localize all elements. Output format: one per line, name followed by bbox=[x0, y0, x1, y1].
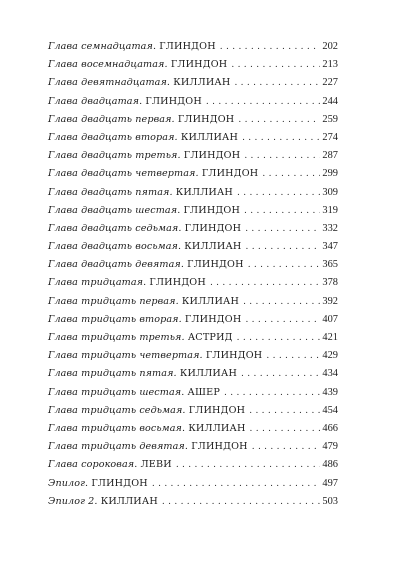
dot-leader bbox=[176, 456, 321, 474]
toc-entry bbox=[48, 347, 338, 365]
chapter-label: Глава тридцать четвертая. bbox=[48, 350, 203, 362]
chapter-label: Глава тридцатая. bbox=[48, 277, 147, 289]
toc-entry bbox=[48, 111, 338, 129]
chapter-label: Глава двадцать девятая. bbox=[48, 259, 184, 271]
page-number: 466 bbox=[322, 422, 338, 434]
dot-leader bbox=[249, 402, 320, 420]
page-number: 421 bbox=[322, 332, 338, 343]
dot-leader bbox=[243, 293, 320, 311]
dot-leader bbox=[242, 129, 320, 147]
pov-name: АСТРИД bbox=[187, 332, 233, 343]
toc-entry bbox=[48, 38, 338, 56]
page-number: 259 bbox=[322, 113, 338, 125]
pov-name: КИЛЛИАН bbox=[188, 422, 246, 434]
toc-entry-title bbox=[48, 438, 248, 456]
toc-entry bbox=[48, 293, 338, 311]
toc-entry-title bbox=[48, 238, 241, 256]
toc-entry bbox=[48, 165, 338, 183]
toc-entry-title bbox=[48, 256, 244, 274]
toc-entry bbox=[48, 74, 338, 92]
toc-entry-title bbox=[48, 147, 240, 165]
toc-entry bbox=[48, 438, 338, 456]
page-number: 407 bbox=[322, 313, 338, 325]
pov-name: КИЛЛИАН bbox=[175, 186, 233, 198]
pov-name: ЛЕВИ bbox=[140, 459, 172, 471]
page-number: 429 bbox=[322, 350, 338, 362]
toc-entry bbox=[48, 220, 338, 238]
pov-name: ГЛИНДОН bbox=[91, 477, 148, 489]
dot-leader bbox=[248, 256, 321, 274]
toc-entry bbox=[48, 56, 338, 74]
toc-entry-title bbox=[48, 402, 245, 420]
chapter-label: Глава тридцать третья. bbox=[48, 332, 185, 343]
toc-entry bbox=[48, 493, 338, 511]
pov-name: ГЛИНДОН bbox=[191, 441, 248, 453]
pov-name: ГЛИНДОН bbox=[201, 168, 259, 180]
pov-name: ГЛИНДОН bbox=[184, 313, 242, 325]
page-number: 287 bbox=[322, 150, 338, 162]
chapter-label: Глава двадцать восьмая. bbox=[48, 241, 182, 253]
dot-leader bbox=[224, 384, 320, 402]
toc-entry-title bbox=[48, 165, 258, 183]
toc-entry bbox=[48, 384, 338, 402]
pov-name: КИЛЛИАН bbox=[179, 368, 238, 380]
toc-entry-title bbox=[48, 56, 227, 74]
dot-leader bbox=[245, 220, 320, 238]
toc-entry-title bbox=[48, 111, 234, 129]
dot-leader bbox=[234, 74, 320, 92]
chapter-label: Глава семнадцатая. bbox=[48, 41, 157, 52]
toc-entry-title bbox=[48, 347, 262, 365]
toc-entry bbox=[48, 238, 338, 256]
dot-leader bbox=[152, 475, 321, 493]
toc-entry-title bbox=[48, 420, 246, 438]
chapter-label: Эпилог 2. bbox=[48, 495, 98, 507]
dot-leader bbox=[244, 147, 320, 165]
toc-entry bbox=[48, 475, 338, 493]
chapter-label: Глава двадцать вторая. bbox=[48, 131, 178, 143]
chapter-label: Эпилог. bbox=[48, 477, 89, 489]
toc-entry-title bbox=[48, 38, 216, 56]
pov-name: ГЛИНДОН bbox=[149, 277, 206, 289]
pov-name: ГЛИНДОН bbox=[183, 204, 241, 216]
chapter-label: Глава двадцать шестая. bbox=[48, 204, 181, 216]
toc-entry-title bbox=[48, 293, 239, 311]
toc-entry-title bbox=[48, 74, 230, 92]
pov-name: КИЛЛИАН bbox=[180, 131, 239, 143]
chapter-label: Глава двадцатая. bbox=[48, 95, 143, 107]
page-number: 486 bbox=[322, 459, 338, 471]
chapter-label: Глава двадцать третья. bbox=[48, 150, 181, 162]
page-number: 378 bbox=[322, 277, 338, 289]
page-number: 365 bbox=[322, 259, 338, 271]
chapter-label: Глава девятнадцатая. bbox=[48, 77, 171, 89]
toc-entry-title bbox=[48, 311, 241, 329]
chapter-label: Глава тридцать пятая. bbox=[48, 368, 177, 380]
page-number: 347 bbox=[322, 241, 338, 253]
toc-entry-title bbox=[48, 202, 240, 220]
page-number: 439 bbox=[322, 386, 338, 398]
dot-leader bbox=[252, 438, 321, 456]
toc-entry bbox=[48, 365, 338, 383]
page-number: 319 bbox=[322, 204, 338, 216]
page-number: 213 bbox=[322, 59, 338, 71]
toc-entry-title bbox=[48, 93, 202, 111]
pov-name: КИЛЛИАН bbox=[173, 77, 231, 89]
pov-name: АШЕР bbox=[187, 386, 221, 398]
pov-name: ГЛИНДОН bbox=[187, 259, 244, 271]
chapter-label: Глава тридцать вторая. bbox=[48, 313, 182, 325]
toc-entry-title bbox=[48, 475, 148, 493]
page-number: 392 bbox=[322, 295, 338, 307]
toc-entry bbox=[48, 93, 338, 111]
dot-leader bbox=[237, 184, 320, 202]
dot-leader bbox=[162, 493, 321, 511]
page-number: 227 bbox=[322, 77, 338, 89]
chapter-label: Глава восемнадцатая. bbox=[48, 59, 168, 71]
pov-name: КИЛЛИАН bbox=[181, 295, 240, 307]
toc-entry bbox=[48, 402, 338, 420]
chapter-label: Глава тридцать шестая. bbox=[48, 386, 185, 398]
dot-leader bbox=[250, 420, 321, 438]
pov-name: ГЛИНДОН bbox=[183, 150, 241, 162]
toc-entry-title bbox=[48, 365, 237, 383]
pov-name: ГЛИНДОН bbox=[170, 59, 228, 71]
dot-leader bbox=[262, 165, 320, 183]
page-number: 454 bbox=[322, 404, 338, 416]
toc-entry bbox=[48, 311, 338, 329]
toc-entry bbox=[48, 256, 338, 274]
toc-entry bbox=[48, 184, 338, 202]
chapter-label: Глава сороковая. bbox=[48, 459, 138, 471]
page-number: 202 bbox=[322, 41, 338, 52]
pov-name: ГЛИНДОН bbox=[145, 95, 202, 107]
page-number: 503 bbox=[322, 495, 338, 507]
toc-entry-title bbox=[48, 274, 206, 292]
page-number: 332 bbox=[322, 222, 338, 234]
chapter-label: Глава двадцать первая. bbox=[48, 113, 175, 125]
toc-entry bbox=[48, 202, 338, 220]
page-number: 497 bbox=[322, 477, 338, 489]
chapter-label: Глава двадцать пятая. bbox=[48, 186, 173, 198]
toc-entry bbox=[48, 129, 338, 147]
page-number: 244 bbox=[322, 95, 338, 107]
page-number: 309 bbox=[322, 186, 338, 198]
pov-name: ГЛИНДОН bbox=[177, 113, 235, 125]
chapter-label: Глава тридцать седьмая. bbox=[48, 404, 186, 416]
pov-name: ГЛИНДОН bbox=[159, 41, 216, 52]
toc-entry bbox=[48, 274, 338, 292]
dot-leader bbox=[245, 311, 320, 329]
chapter-label: Глава тридцать восьмая. bbox=[48, 422, 186, 434]
dot-leader bbox=[244, 202, 320, 220]
pov-name: ГЛИНДОН bbox=[205, 350, 263, 362]
page-number: 434 bbox=[322, 368, 338, 380]
pov-name: ГЛИНДОН bbox=[184, 222, 242, 234]
page-number: 274 bbox=[322, 131, 338, 143]
toc-entry-title bbox=[48, 493, 158, 511]
dot-leader bbox=[245, 238, 320, 256]
page-number: 479 bbox=[322, 441, 338, 453]
toc-entry bbox=[48, 456, 338, 474]
pov-name: КИЛЛИАН bbox=[184, 241, 242, 253]
dot-leader bbox=[241, 365, 320, 383]
toc-entry-title bbox=[48, 129, 238, 147]
toc-entry-title bbox=[48, 456, 172, 474]
dot-leader bbox=[238, 111, 320, 129]
dot-leader bbox=[206, 93, 320, 111]
dot-leader bbox=[210, 274, 320, 292]
page-number: 299 bbox=[322, 168, 338, 180]
toc-entry bbox=[48, 329, 338, 347]
toc-entry bbox=[48, 420, 338, 438]
dot-leader bbox=[220, 38, 321, 56]
chapter-label: Глава тридцать девятая. bbox=[48, 441, 189, 453]
chapter-label: Глава двадцать четвертая. bbox=[48, 168, 199, 180]
chapter-label: Глава тридцать первая. bbox=[48, 295, 179, 307]
table-of-contents bbox=[48, 38, 338, 511]
toc-entry-title bbox=[48, 220, 241, 238]
chapter-label: Глава двадцать седьмая. bbox=[48, 222, 182, 234]
pov-name: КИЛЛИАН bbox=[100, 495, 158, 507]
toc-entry bbox=[48, 147, 338, 165]
toc-entry-title bbox=[48, 184, 233, 202]
dot-leader bbox=[266, 347, 320, 365]
toc-entry-title bbox=[48, 329, 233, 347]
dot-leader bbox=[231, 56, 320, 74]
pov-name: ГЛИНДОН bbox=[188, 404, 246, 416]
toc-entry-title bbox=[48, 384, 220, 402]
dot-leader bbox=[237, 329, 321, 347]
